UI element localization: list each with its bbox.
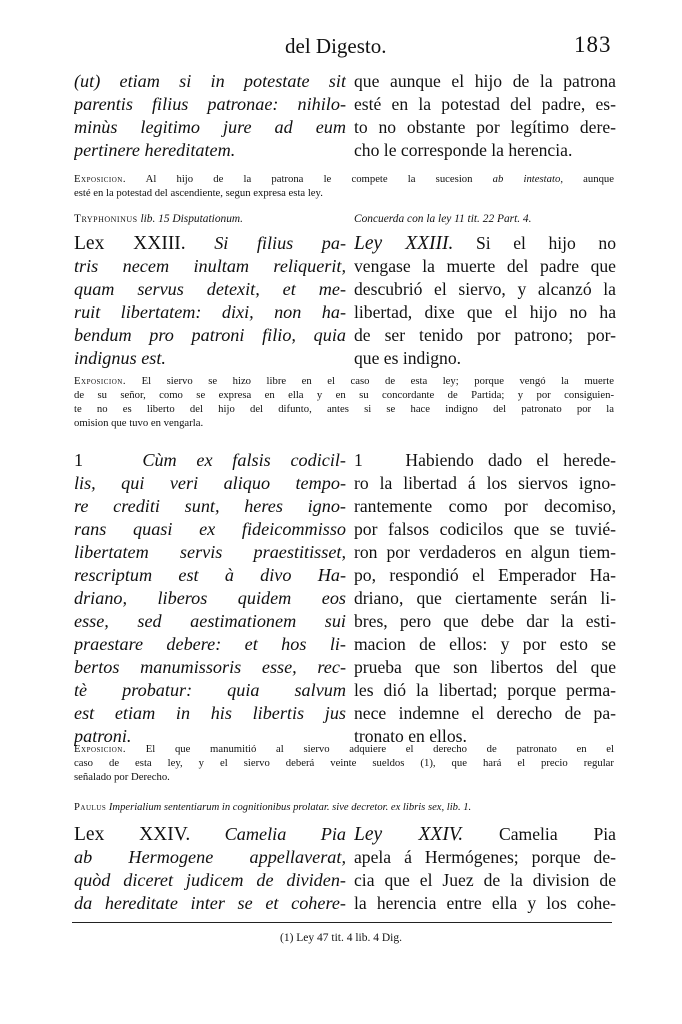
attribution-2 [74,800,614,815]
spanish-line: de ser tenido por patrono; por- [354,325,616,345]
running-title: del Digesto. [285,34,387,58]
latin-line: Lex XXIV. Camelia Pia [74,824,346,845]
latin-column [74,232,346,370]
exposicion-label: Exposicion. [74,743,127,755]
spanish-line: vengase la muerte del padre que [354,256,616,276]
latin-line: driano, liberos quidem eos [74,588,346,608]
latin-line: Lex XXIII. Si filius pa- [74,233,346,254]
latin-column [74,70,346,162]
spanish-line: nece indemne el derecho de pa- [354,703,616,723]
spanish-line: que es indigno. [354,348,462,368]
latin-line: libertatem servis praestitisset, [74,542,346,562]
latin-line: praestare debere: et hos li- [74,634,346,654]
spanish-line: descubrió el siervo, y alcanzó la [354,279,616,299]
latin-line: est etiam in his libertis jus [74,703,346,723]
spanish-column [354,449,616,748]
spanish-line: ro la libertad á los siervos igno- [354,473,616,493]
exposicion-line: Exposicion. El siervo se hizo libre en el caso de esta ley; porque vengó la muerte [74,375,614,387]
spanish-column [354,232,616,370]
lex-number: Lex XXIII. [74,233,186,254]
exposicion-line: señalado por Derecho. [74,771,170,783]
source-citation: Paulus Imperialium sententiarum in cognitionibus prolatar. sive decretor. ex libris sex, lib. 1. [74,802,472,813]
spanish-line: macion de ellos: y por esto se [354,634,616,654]
exposicion-line: esté en la potestad del ascendiente, segun expresa esta ley. [74,187,323,199]
exposicion-label: Exposicion. [74,375,127,387]
spanish-line: po, respondió el Emperador Ha- [354,565,616,585]
exposicion-line: caso de esta ley, y el siervo deberá veinte sueldos (1), que hará el precio regular [74,757,614,769]
latin-line: parentis filius patronae: nihilo- [74,94,346,114]
latin-line: minùs legitimo jure ad eum [74,117,346,137]
exposicion-line: de su señor, como se expresa en ella y en su concordante de Partida; y por consiguien- [74,389,614,401]
latin-line: da hereditate inter se et cohere- [74,893,346,913]
lex-number: Lex XXIV. [74,824,191,845]
exposicion-line: te no es liberto del hijo del difunto, antes si se hace indigno del patronato por la [74,403,614,415]
spanish-line: driano, que ciertamente serán li- [354,588,616,608]
spanish-line: tronato en ellos. [354,726,467,746]
spanish-line: ron por verdaderos en algun tiem- [354,542,616,562]
spanish-line: apela á Hermógenes; porque de- [354,847,616,867]
latin-line: ruit libertatem: dixi, non ha- [74,302,346,322]
latin-line: tè probatur: quia salvum [74,680,346,700]
exposicion-line: omision que tuvo en vengarla. [74,417,204,429]
spanish-line: rantemente como por decomiso, [354,496,616,516]
latin-line: lis, qui veri aliquo tempo- [74,473,346,493]
latin-line: re crediti sunt, heres igno- [74,496,346,516]
latin-line: tris necem inultam reliquerit, [74,256,346,276]
spanish-column [354,70,616,162]
latin-line: rans quasi ex fideicommisso [74,519,346,539]
spanish-line: 1 Habiendo dado el herede- [354,450,616,470]
latin-line: ab Hermogene appellaverat, [74,847,346,867]
spanish-line: cho le corresponde la herencia. [354,140,573,160]
latin-line: indignus est. [74,348,166,368]
latin-line: quam servus detexit, et me- [74,279,346,299]
exposicion-3 [74,742,614,784]
spanish-line: que aunque el hijo de la patrona [354,71,616,91]
latin-line: 1 Cùm ex falsis codicil- [74,450,346,470]
latin-line: bertos manumissoris esse, rec- [74,657,346,677]
latin-line: quòd diceret judicem de dividen- [74,870,346,890]
spanish-line: to no obstante por legítimo dere- [354,117,616,137]
spanish-line: Ley XXIV. Camelia Pia [354,824,616,845]
spanish-line: cia que el Juez de la division de [354,870,616,890]
paragraph-number: 1 [74,450,84,470]
spanish-column [354,823,616,915]
ley-number: Ley XXIV. [354,824,464,845]
page-number: 183 [574,32,612,57]
footnote-divider [72,922,612,923]
spanish-line: por falsos codicilos que se tuvié- [354,519,616,539]
latin-line: esse, sed aestimationem sui [74,611,346,631]
spanish-line: prueba que son libertos del que [354,657,616,677]
page-header [0,34,682,64]
latin-column [74,449,346,748]
exposicion-line: Exposicion. El que manumitió al siervo adquiere el derecho de patronato en el [74,743,614,755]
exposicion-2 [74,374,614,430]
latin-column [74,823,346,915]
latin-line: pertinere hereditatem. [74,140,236,160]
latin-line: patroni. [74,726,132,746]
concordance-citation: Concuerda con la ley 11 tit. 22 Part. 4. [354,213,532,225]
spanish-line: la herencia entre ella y los cohe- [354,893,616,913]
exposicion-label: Exposicion. [74,173,127,185]
exposicion-line: Exposicion. Al hijo de la patrona le compete la sucesion ab intestato, aunque [74,173,614,185]
latin-line: bendum pro patroni filio, quia [74,325,346,345]
spanish-line: libertad, dixe que el hijo no ha [354,302,616,322]
footnote: (1) Ley 47 tit. 4 lib. 4 Dig. [279,932,402,944]
paragraph-number: 1 [354,450,363,470]
latin-line: rescriptum est à divo Ha- [74,565,346,585]
source-citation: Tryphoninus lib. 15 Disputationum. [74,213,243,225]
latin-line: (ut) etiam si in potestate sit [74,71,346,91]
exposicion-1 [74,172,614,200]
spanish-line: les dió la libertad; porque perma- [354,680,616,700]
ley-number: Ley XXIII. [354,233,454,254]
spanish-line: bres, pero que debe dar la esti- [354,611,616,631]
spanish-line: esté en la potestad del padre, es- [354,94,616,114]
spanish-line: Ley XXIII. Si el hijo no [354,233,616,254]
